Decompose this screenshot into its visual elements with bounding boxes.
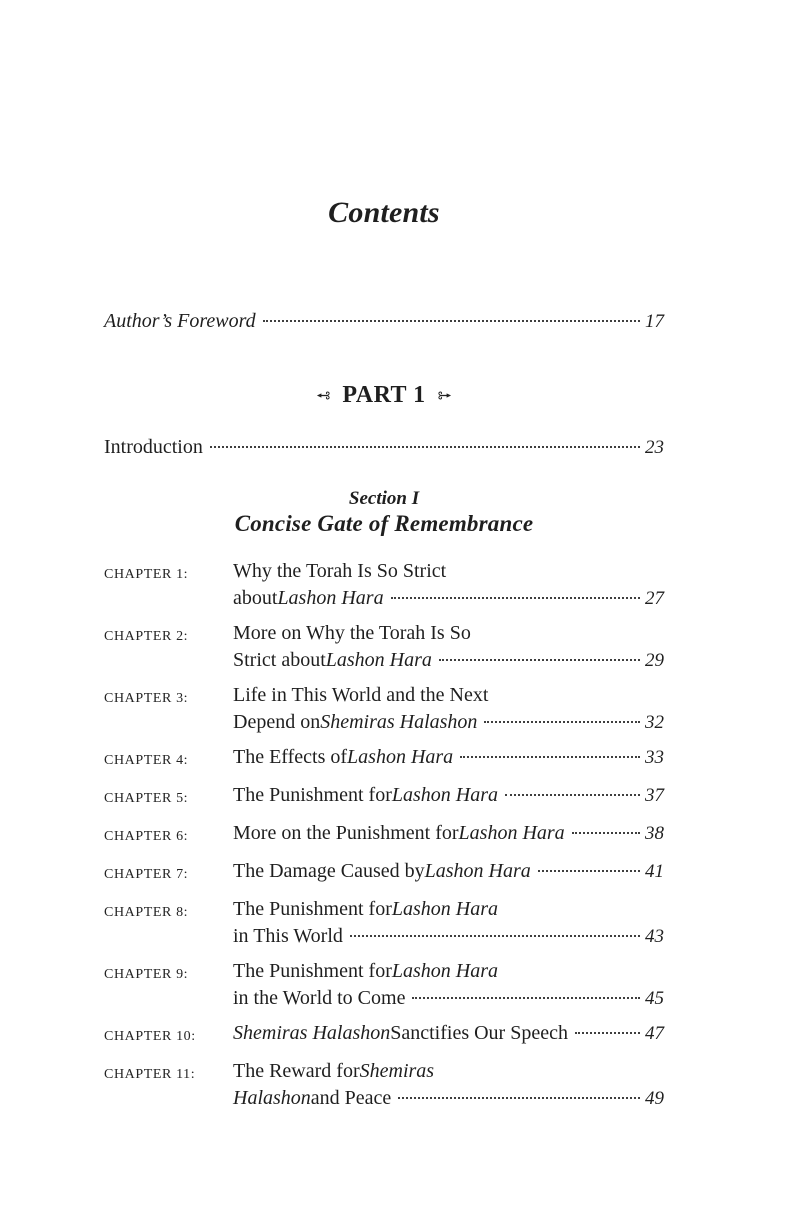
chapter-title-segment: Lashon Hara [391, 960, 499, 982]
chapter-title-line [233, 985, 664, 1012]
chapter-title-line [233, 744, 664, 771]
chapter-title [233, 820, 664, 850]
page-number: 17 [645, 311, 664, 332]
chapter-title-segment: in the World to Come [233, 987, 406, 1009]
chapter-title-segment: Why the Torah Is So Strict [233, 560, 447, 582]
chapter-title-segment: Lashon Hara [391, 784, 499, 806]
chapter-label: CHAPTER 4: [104, 753, 189, 768]
toc-row [104, 1058, 664, 1112]
chapter-title-segment: The Punishment for [233, 898, 392, 920]
chapter-title-segment: Shemiras Halashon [320, 711, 478, 733]
chapter-title-segment: Strict about [233, 649, 326, 671]
chapter-title [233, 1020, 664, 1050]
chapter-label: CHAPTER 5: [104, 791, 189, 806]
chapter-title-segment: and Peace [310, 1087, 392, 1109]
page-title: Contents [328, 196, 440, 229]
toc-row [104, 620, 664, 674]
fleuron-right-icon [437, 388, 452, 403]
chapter-title [233, 958, 664, 1012]
page-number: 45 [645, 988, 664, 1009]
page-number: 29 [645, 650, 664, 671]
chapter-label: CHAPTER 2: [104, 629, 189, 644]
chapter-title-line [233, 782, 664, 809]
toc-row [104, 682, 664, 736]
section-title: Concise Gate of Remembrance [234, 511, 534, 536]
chapter-title-line [233, 620, 664, 647]
part-heading [104, 382, 664, 409]
toc-row [104, 744, 664, 774]
chapter-title [233, 1058, 664, 1112]
chapter-title-segment: in This World [233, 925, 343, 947]
chapter-title-segment: about [233, 587, 278, 609]
chapter-list [104, 558, 664, 1120]
chapter-title-line [233, 1058, 664, 1085]
chapter-title-segment: Shemiras [359, 1060, 435, 1082]
chapter-title-segment: The Punishment for [233, 784, 392, 806]
chapter-title-line [233, 923, 664, 950]
chapter-title [233, 858, 664, 888]
chapter-label: CHAPTER 11: [104, 1067, 196, 1082]
chapter-title-segment: Lashon Hara [347, 746, 454, 768]
section-kicker: Section I [348, 488, 420, 509]
chapter-title-segment: The Damage Caused by [233, 860, 425, 882]
chapter-title-segment: Lashon Hara [424, 860, 531, 882]
chapter-label: CHAPTER 8: [104, 905, 189, 920]
entry-label: Author’s Foreword [104, 310, 256, 332]
toc-row [104, 820, 664, 850]
chapter-title-line [233, 558, 664, 585]
page-number: 37 [645, 785, 664, 806]
toc-entry-foreword [104, 306, 664, 337]
toc-row [104, 858, 664, 888]
chapter-title-segment: The Effects of [233, 746, 348, 768]
chapter-title-segment: Sanctifies Our Speech [390, 1022, 568, 1044]
chapter-title-segment: The Punishment for [233, 960, 392, 982]
chapter-title-line [233, 682, 664, 709]
chapter-title-line [233, 647, 664, 674]
chapter-title-segment: Lashon Hara [458, 822, 565, 844]
chapter-title-line [233, 820, 664, 847]
chapter-title [233, 896, 664, 950]
part-label: PART 1 [342, 382, 426, 408]
page-number: 38 [645, 823, 664, 844]
chapter-title-line [233, 896, 664, 923]
chapter-title-segment: The Reward for [233, 1060, 360, 1082]
fleuron-left-icon [316, 388, 331, 403]
chapter-label: CHAPTER 10: [104, 1029, 196, 1044]
chapter-label: CHAPTER 7: [104, 867, 189, 882]
entry-label: Introduction [104, 436, 203, 458]
chapter-title [233, 620, 664, 674]
chapter-label: CHAPTER 6: [104, 829, 189, 844]
chapter-label: CHAPTER 9: [104, 967, 189, 982]
page-number: 43 [645, 926, 664, 947]
toc-row [104, 958, 664, 1012]
chapter-label: CHAPTER 1: [104, 567, 189, 582]
toc-entry-introduction [104, 432, 664, 463]
toc-row [104, 558, 664, 612]
chapter-title-segment: Shemiras Halashon [233, 1022, 391, 1044]
chapter-title-segment: Lashon Hara [325, 649, 432, 671]
chapter-title-segment: Halashon [233, 1087, 311, 1109]
chapter-title-line [233, 1085, 664, 1112]
chapter-title [233, 558, 664, 612]
page-number: 47 [645, 1023, 664, 1044]
toc-row [104, 896, 664, 950]
chapter-title [233, 782, 664, 812]
toc-row [104, 782, 664, 812]
chapter-title-line [233, 585, 664, 612]
chapter-title [233, 744, 664, 774]
chapter-title-segment: Lashon Hara [391, 898, 499, 920]
chapter-title-line [233, 858, 664, 885]
chapter-label: CHAPTER 3: [104, 691, 189, 706]
page-number: 41 [645, 861, 664, 882]
chapter-title-line [233, 1020, 664, 1047]
chapter-title-line [233, 709, 664, 736]
chapter-title-segment: Lashon Hara [277, 587, 384, 609]
chapter-title-segment: More on Why the Torah Is So [233, 622, 471, 644]
page-number: 23 [645, 437, 664, 458]
page-number: 32 [645, 712, 664, 733]
chapter-title-segment: Life in This World and the Next [233, 684, 489, 706]
page-number: 49 [645, 1088, 664, 1109]
page-number: 33 [645, 747, 664, 768]
chapter-title [233, 682, 664, 736]
page-number: 27 [645, 588, 664, 609]
toc-row [104, 1020, 664, 1050]
chapter-title-segment: More on the Punishment for [233, 822, 459, 844]
chapter-title-segment: Depend on [233, 711, 321, 733]
chapter-title-line [233, 958, 664, 985]
